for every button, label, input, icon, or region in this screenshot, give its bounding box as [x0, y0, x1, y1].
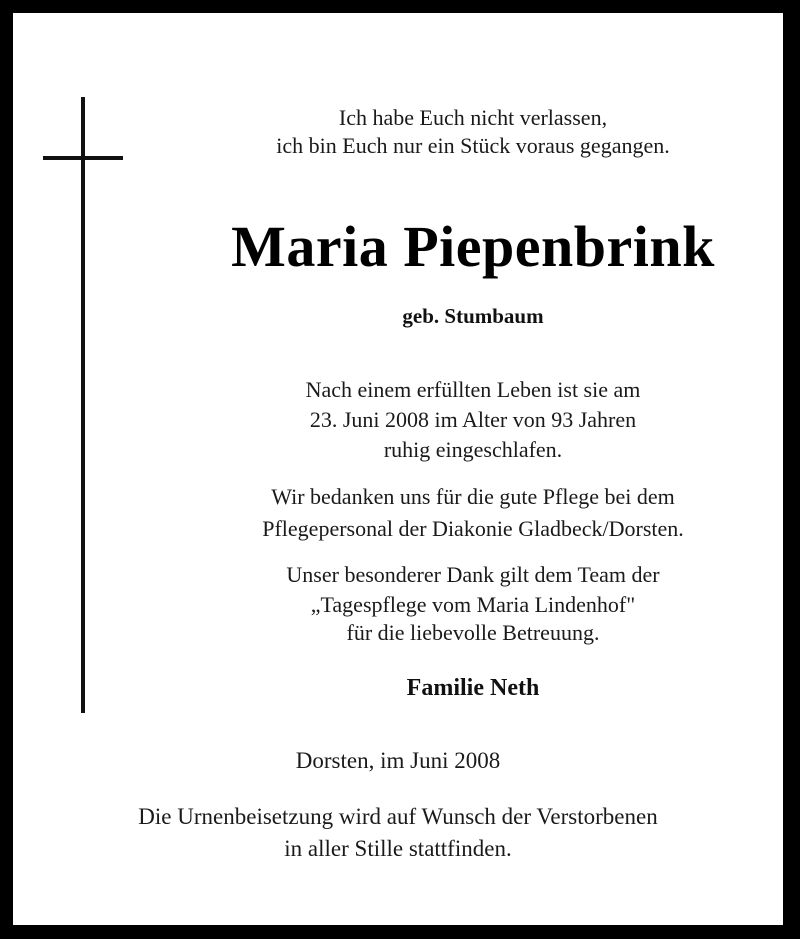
burial-note-line-1: Die Urnenbeisetzung wird auf Wunsch der Verstorbenen	[138, 804, 658, 829]
death-notice-line-2: 23. Juni 2008 im Alter von 93 Jahren	[309, 407, 637, 432]
death-notice-line-1: Nach einem erfüllten Leben ist sie am	[305, 377, 641, 402]
motto-line-2: ich bin Euch nur ein Stück voraus gegangen.	[276, 133, 670, 158]
thanks-care-line-2: Pflegepersonal der Diakonie Gladbeck/Dorsten.	[262, 516, 684, 541]
cross-vertical-bar	[81, 97, 85, 713]
burial-note-line-2: in aller Stille stattfinden.	[284, 836, 512, 861]
deceased-name: Maria Piepenbrink	[231, 214, 715, 279]
thanks-care-line-1: Wir bedanken uns für die gute Pflege bei dem	[271, 484, 675, 509]
death-notice-line-3: ruhig eingeschlafen.	[383, 437, 563, 462]
thanks-team-line-3: für die liebevolle Betreuung.	[346, 620, 600, 645]
motto-line-1: Ich habe Euch nicht verlassen,	[338, 105, 608, 130]
thanks-team-line-2: „Tagespflege vom Maria Lindenhof"	[310, 592, 636, 617]
thanks-team-line-1: Unser besonderer Dank gilt dem Team der	[286, 562, 660, 587]
obituary-notice	[13, 13, 783, 925]
birth-name: geb. Stumbaum	[402, 304, 544, 328]
signature: Familie Neth	[406, 675, 540, 701]
cross-horizontal-bar	[43, 156, 123, 160]
place-date: Dorsten, im Juni 2008	[295, 748, 501, 773]
